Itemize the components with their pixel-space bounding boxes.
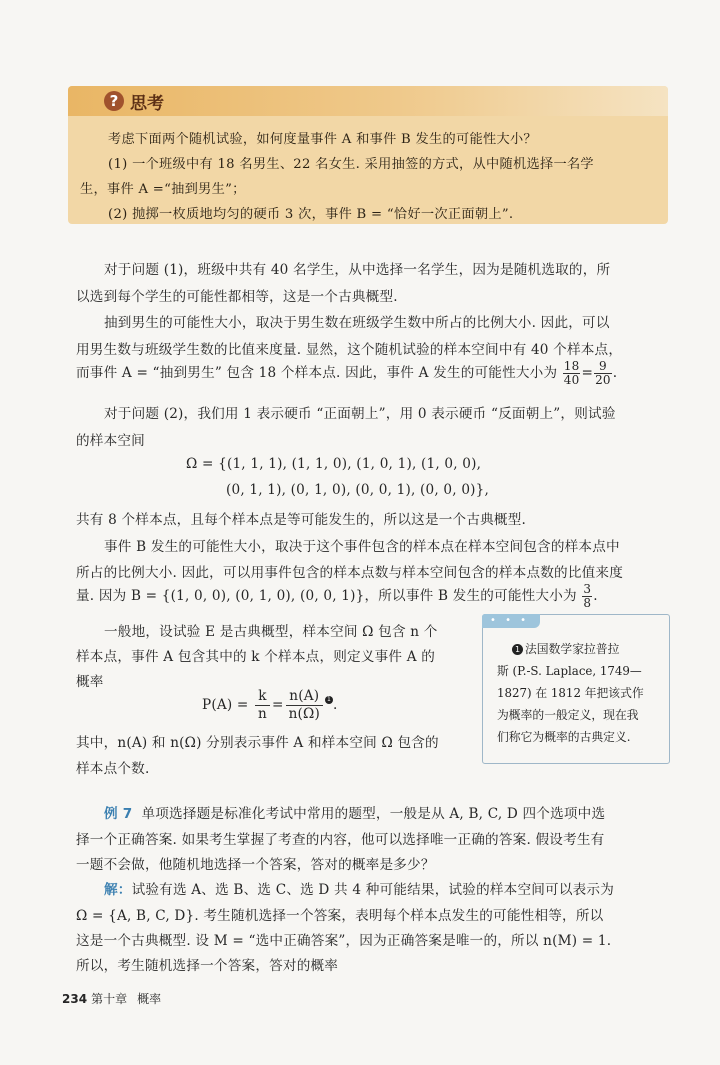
side-note-text: 法国数学家拉普拉 (525, 642, 620, 656)
fraction-numerator: n(A) (286, 688, 323, 706)
solution-line (104, 878, 614, 898)
question-icon: ? (104, 91, 124, 111)
think-line: 生，事件 A =“抽到男生”； (80, 182, 246, 197)
chapter-topic: 概率 (137, 992, 162, 1006)
side-note-line: 为概率的一般定义，现在我 (497, 708, 639, 722)
paragraph-text: 而事件 A = “抽到男生” 包含 18 个样本点. 因此，事件 A 发生的可能性大小为 (76, 365, 558, 381)
fraction-9-20 (594, 360, 612, 387)
fraction-18-40 (563, 360, 581, 387)
paragraph-line: 共有 8 个样本点，且每个样本点是等可能发生的，所以这是一个古典概型. (76, 512, 527, 528)
paragraph-line: 对于问题 (2)，我们用 1 表示硬币 “正面朝上”，用 0 表示硬币 “反面朝上”，则试验 (104, 406, 616, 422)
side-note-line: 1827) 在 1812 年把该式作 (497, 686, 644, 700)
formula-fraction-k-n (255, 688, 270, 723)
paragraph-line-with-fraction (76, 583, 598, 610)
solution-line: 这是一个古典概型. 设 M = “选中正确答案”，因为正确答案是唯一的，所以 n(M) = 1. (76, 933, 612, 949)
footnote-number-icon: 1 (512, 644, 523, 655)
fraction-numerator: 18 (563, 359, 580, 373)
chapter-label: 第十章 (91, 992, 128, 1006)
side-note-line: 斯 (P.-S. Laplace, 1749— (497, 664, 642, 678)
paragraph-line: 的样本空间 (76, 433, 145, 449)
example-line (104, 802, 605, 822)
solution-line: 所以，考生随机选择一个答案，答对的概率 (76, 958, 339, 974)
paragraph-text: 量. 因为 B = {(1, 0, 0), (0, 1, 0), (0, 0, 1)}，所以事件 B 发生的可能性大小为 (76, 588, 577, 604)
fraction-numerator: k (255, 688, 270, 706)
side-note-line (512, 640, 619, 657)
sample-space-line: (0, 1, 1), (0, 1, 0), (0, 0, 1), (0, 0, 0)}, (226, 482, 490, 498)
paragraph-line: 抽到男生的可能性大小，取决于男生数在班级学生数中所占的比例大小. 因此，可以 (104, 315, 610, 331)
period: . (593, 588, 598, 604)
paragraph-line: 样本点个数. (76, 761, 150, 777)
fraction-denominator: 40 (563, 373, 580, 387)
example-text: 单项选择题是标准化考试中常用的题型，一般是从 A, B, C, D 四个选项中选 (141, 806, 606, 822)
fraction-numerator: 3 (583, 582, 592, 596)
paragraph-line: 其中，n(A) 和 n(Ω) 分别表示事件 A 和样本空间 Ω 包含的 (76, 735, 439, 751)
fraction-denominator: n(Ω) (288, 706, 321, 722)
page-number: 234 (62, 992, 88, 1006)
fraction-denominator: n (258, 706, 267, 722)
paragraph-line: 用男生数与班级学生数的比值来度量. 显然，这个随机试验的样本空间中有 40 个样本点， (76, 342, 623, 358)
paragraph-line: 概率 (76, 674, 104, 690)
example-label: 例 7 (104, 806, 133, 822)
paragraph-line: 所占的比例大小. 因此，可以用事件包含的样本点数与样本空间包含的样本点数的比值来度 (76, 565, 623, 581)
paragraph-line: 以选到每个学生的可能性都相等，这是一个古典概型. (76, 289, 398, 305)
period: . (612, 365, 618, 381)
solution-label: 解： (104, 882, 132, 898)
formula-lhs: P(A) = (202, 697, 249, 713)
example-line: 一题不会做，他随机地选择一个答案，答对的概率是多少？ (76, 857, 435, 873)
fraction-denominator: 8 (583, 596, 592, 610)
solution-text: 试验有选 A、选 B、选 C、选 D 共 4 种可能结果，试验的样本空间可以表示为 (131, 882, 615, 898)
paragraph-line-with-fraction (76, 360, 617, 387)
paragraph-line: 事件 B 发生的可能性大小，取决于这个事件包含的样本点在样本空间包含的样本点中 (104, 539, 620, 555)
fraction-3-8 (582, 583, 592, 610)
side-note-line: 们称它为概率的古典定义. (497, 730, 631, 744)
fraction-numerator: 9 (594, 360, 612, 374)
example-line: 择一个正确答案. 如果考生掌握了考查的内容，他可以选择唯一正确的答案. 假设考生有 (76, 832, 605, 848)
paragraph-line: 对于问题 (1)，班级中共有 40 名学生，从中选择一名学生，因为是随机选取的，所 (104, 262, 611, 278)
think-line: (1) 一个班级中有 18 名男生、22 名女生. 采用抽签的方式，从中随机选择一名学 (108, 157, 594, 172)
equals-sign: = (581, 365, 594, 381)
equals-sign: = (271, 697, 284, 713)
fraction-denominator: 20 (595, 373, 611, 387)
think-line: 考虑下面两个随机试验，如何度量事件 A 和事件 B 发生的可能性大小？ (108, 132, 537, 147)
paragraph-line: 样本点，事件 A 包含其中的 k 个样本点，则定义事件 A 的 (76, 649, 436, 665)
footnote-marker: 1 (327, 696, 332, 703)
sample-space-line: Ω = {(1, 1, 1), (1, 1, 0), (1, 0, 1), (1, 0, 0), (186, 456, 482, 472)
think-title: 思考 (130, 94, 164, 114)
formula-end: . (333, 697, 338, 713)
formula-fraction-nA-nOmega (286, 688, 323, 723)
page-footer (62, 990, 161, 1007)
probability-formula (202, 688, 338, 723)
paragraph-line: 一般地，设试验 E 是古典概型，样本空间 Ω 包含 n 个 (104, 624, 438, 640)
solution-line: Ω = {A, B, C, D}. 考生随机选择一个答案，表明每个样本点发生的可能性相等，所以 (76, 908, 604, 924)
think-line: (2) 抛掷一枚质地均匀的硬币 3 次，事件 B = “恰好一次正面朝上”. (108, 207, 514, 222)
dots-icon: • • • (490, 615, 530, 626)
